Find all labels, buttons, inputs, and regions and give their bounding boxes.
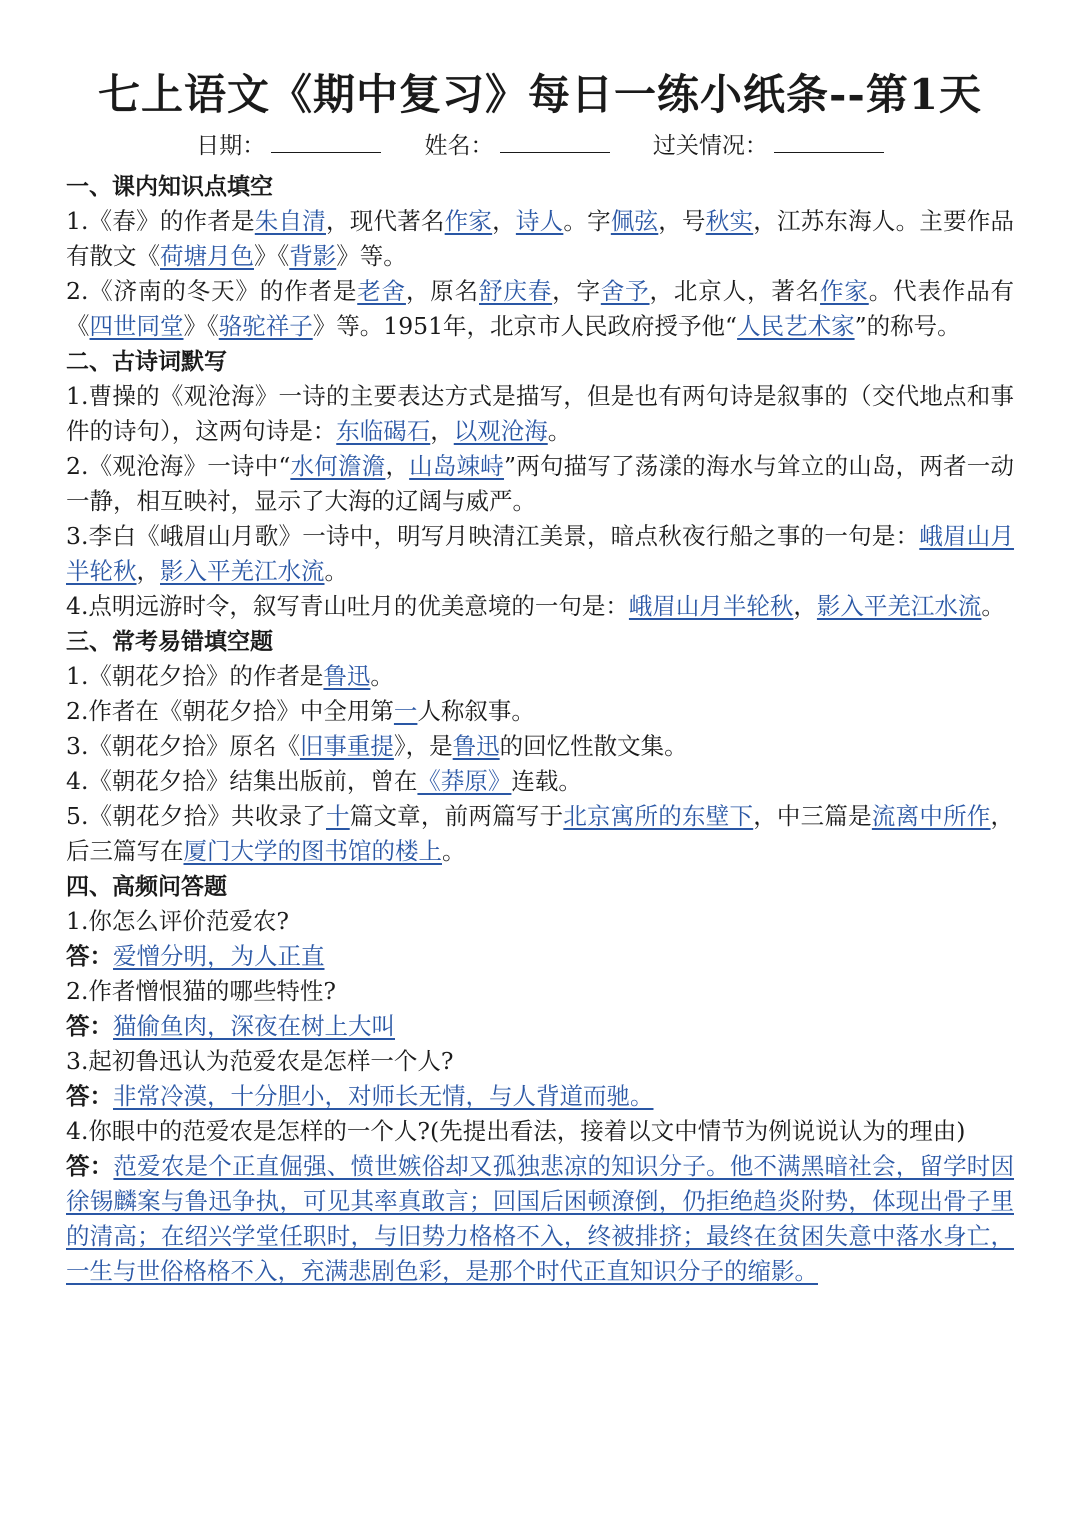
info-row xyxy=(66,130,1014,162)
answer: 骆驼祥子 xyxy=(218,311,313,340)
text: ， xyxy=(430,416,454,445)
text: ，原名 xyxy=(405,276,480,305)
text: ，北京人，著名 xyxy=(649,276,821,305)
text: ”的称号。 xyxy=(854,311,961,340)
text: 》等。 xyxy=(336,241,407,270)
answer: 猫偷鱼肉，深夜在树上大叫 xyxy=(113,1011,395,1040)
text: 4.点明远游时令，叙写青山吐月的优美意境的一句是： xyxy=(66,591,629,620)
answer: 旧事重提 xyxy=(299,731,394,760)
text: 。代表作品有《 xyxy=(66,276,1015,340)
text: 。 xyxy=(547,416,572,445)
s3-question-2 xyxy=(66,694,1014,729)
text: ”两句描写了荡漾的海水与耸立的山岛，两者一动一静，相互映衬，显示了大海的辽阔与威严。 xyxy=(66,451,1015,515)
answer: 佩弦 xyxy=(610,206,659,235)
text: ，江苏东海人。主要作品有散文《 xyxy=(66,206,1015,270)
text: 1.《春》的作者是 xyxy=(66,206,255,235)
text: ，现代著名 xyxy=(326,206,445,235)
text: ， xyxy=(793,591,817,620)
section-4-heading: 四、高频问答题 xyxy=(66,872,227,900)
section-2-heading: 二、古诗词默写 xyxy=(66,347,227,375)
answer: 峨眉山月半轮秋 xyxy=(628,591,794,620)
status-label: 过关情况： xyxy=(652,133,768,160)
text: 4.《朝花夕拾》结集出版前，曾在 xyxy=(66,766,418,795)
answer-label: 答： xyxy=(66,1011,113,1040)
s3-question-1 xyxy=(66,659,1014,694)
text: 5.《朝花夕拾》共收录了 xyxy=(66,801,326,830)
text: 1.《朝花夕拾》的作者是 xyxy=(66,661,324,690)
section-3-heading: 三、常考易错填空题 xyxy=(66,627,273,655)
text: ，号 xyxy=(658,206,706,235)
answer: 舍予 xyxy=(600,276,650,305)
text: 》，是 xyxy=(393,731,453,760)
answer: 老舍 xyxy=(357,276,406,305)
text: 。 xyxy=(370,661,394,690)
name-field xyxy=(425,130,610,162)
answer: 范爱农是个正直倔强、愤世嫉俗却又孤独悲凉的知识分子。他不满黑暗社会，留学时因徐锡麟案与鲁迅争执，可见其率真敢言；回国后困顿潦倒，仍拒绝趋炎附势，体现出骨子里的清高；在绍兴学堂任职时，与旧势力格格不入，终被排挤；最终在贫困失意中落水身亡，一生与世俗格格不入，充满悲剧色彩，是那个时代正直知识分子的缩影。 xyxy=(66,1151,1015,1285)
answer: 作家 xyxy=(820,276,869,305)
text: 1.曹操的《观沧海》一诗的主要表达方式是描写，但是也有两句诗是叙事的（交代地点和事件的诗句），这两句诗是： xyxy=(66,381,1014,445)
text: ， xyxy=(385,451,410,480)
answer: 秋实 xyxy=(705,206,754,235)
status-blank xyxy=(774,134,884,153)
text: 》《 xyxy=(254,241,290,270)
text: 。 xyxy=(442,836,466,865)
answer: 影入平羌江水流 xyxy=(160,556,325,585)
s2-question-1 xyxy=(66,379,1014,449)
text: 的回忆性散文集。 xyxy=(499,731,688,760)
text: ， xyxy=(492,206,516,235)
answer-label: 答： xyxy=(66,1151,114,1180)
answer: 以观沧海 xyxy=(453,416,548,445)
answer: 厦门大学的图书馆的楼上 xyxy=(183,836,442,865)
answer: 鲁迅 xyxy=(452,731,500,760)
text: 。 xyxy=(324,556,348,585)
answer: 鲁迅 xyxy=(323,661,371,690)
answer: 舒庆春 xyxy=(479,276,553,305)
text: 3.李白《峨眉山月歌》一诗中，明写月映清江美景，暗点秋夜行船之事的一句是： xyxy=(66,521,920,550)
answer: 十 xyxy=(325,801,350,830)
text: ，字 xyxy=(552,276,601,305)
text: 3.《朝花夕拾》原名《 xyxy=(66,731,300,760)
answer: 朱自清 xyxy=(254,206,326,235)
name-label: 姓名： xyxy=(424,133,494,160)
s4-answer-4 xyxy=(66,1149,1014,1289)
date-field xyxy=(196,130,381,162)
answer: 荷塘月色 xyxy=(160,241,254,270)
s4-question-2: 2.作者憎恨猫的哪些特性? xyxy=(66,976,337,1005)
answer: 一 xyxy=(393,696,418,725)
s4-answer-3 xyxy=(66,1079,1014,1114)
answer: 水何澹澹 xyxy=(290,451,386,480)
text: 》《 xyxy=(183,311,219,340)
text: 2.《济南的冬天》的作者是 xyxy=(66,276,358,305)
s2-question-2 xyxy=(66,449,1014,519)
text: 。字 xyxy=(563,206,611,235)
answer: 非常冷漠，十分胆小，对师长无情，与人背道而驰。 xyxy=(113,1081,654,1110)
answer: 背影 xyxy=(289,241,337,270)
answer: 影入平羌江水流 xyxy=(816,591,982,620)
name-blank xyxy=(500,134,610,153)
answer: 作家 xyxy=(444,206,493,235)
answer: 四世同堂 xyxy=(89,311,184,340)
text: 2.作者在《朝花夕拾》中全用第 xyxy=(66,696,394,725)
text: 2.《观沧海》一诗中“ xyxy=(66,451,291,480)
s1-question-1 xyxy=(66,204,1014,274)
s4-question-4: 4.你眼中的范爱农是怎样的一个人?(先提出看法，接着以文中情节为例说说认为的理由) xyxy=(66,1116,966,1145)
answer: 人民艺术家 xyxy=(737,311,855,340)
s2-question-3 xyxy=(66,519,1014,589)
answer-label: 答： xyxy=(66,941,113,970)
text: ，中三篇是 xyxy=(753,801,872,830)
text: 篇文章，前两篇写于 xyxy=(349,801,564,830)
answer: 《莽原》 xyxy=(417,766,512,795)
s3-question-3 xyxy=(66,729,1014,764)
text: ， xyxy=(136,556,160,585)
answer: 山岛竦峙 xyxy=(409,451,505,480)
s4-answer-1 xyxy=(66,939,1014,974)
s2-question-4 xyxy=(66,589,1014,624)
s3-question-4 xyxy=(66,764,1014,799)
text: 。 xyxy=(981,591,1005,620)
section-1-heading: 一、课内知识点填空 xyxy=(66,172,273,200)
s3-question-5 xyxy=(66,799,1014,869)
text: 连载。 xyxy=(511,766,582,795)
answer: 峨眉山月半轮秋 xyxy=(66,521,1015,585)
page-title: 七上语文《期中复习》每日一练小纸条--第1天 xyxy=(97,70,983,119)
s4-answer-2 xyxy=(66,1009,1014,1044)
date-blank xyxy=(271,134,381,153)
date-label: 日期： xyxy=(196,133,266,160)
text: 》等。1951年，北京市人民政府授予他“ xyxy=(312,311,738,340)
answer: 爱憎分明，为人正直 xyxy=(113,941,325,970)
text: 人称叙事。 xyxy=(417,696,535,725)
answer: 东临碣石 xyxy=(336,416,431,445)
status-field xyxy=(653,130,884,162)
s1-question-2 xyxy=(66,274,1014,344)
s4-question-1: 1.你怎么评价范爱农? xyxy=(66,906,290,935)
answer: 流离中所作 xyxy=(871,801,991,830)
answer: 北京寓所的东壁下 xyxy=(563,801,754,830)
s4-question-3: 3.起初鲁迅认为范爱农是怎样一个人? xyxy=(66,1046,454,1075)
text: ，后三篇写在 xyxy=(66,801,1015,865)
answer-label: 答： xyxy=(66,1081,113,1110)
answer: 诗人 xyxy=(515,206,564,235)
